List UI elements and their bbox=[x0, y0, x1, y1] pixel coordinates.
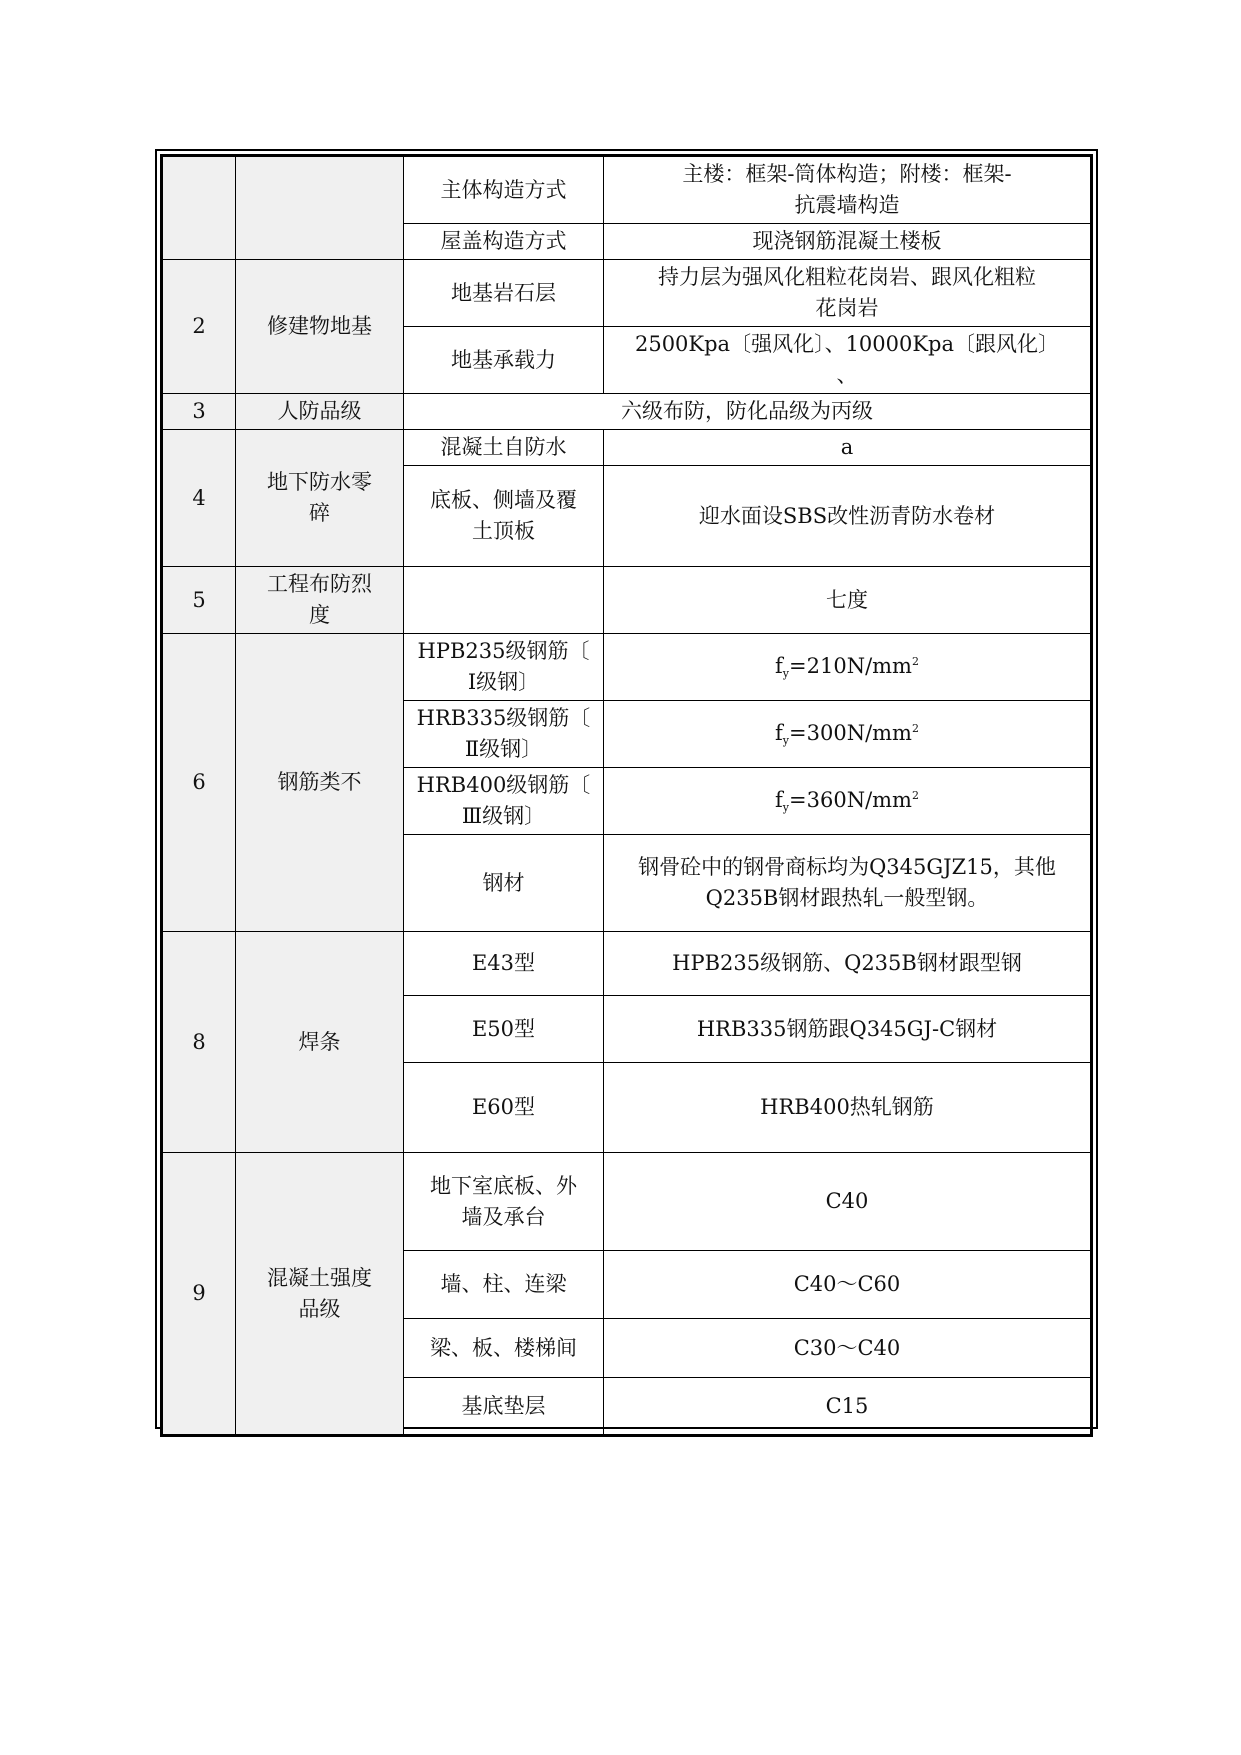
table-row bbox=[162, 1153, 1092, 1251]
value-cell: 六级布防，防化品级为丙级 bbox=[404, 394, 1092, 430]
row-number: 2 bbox=[162, 260, 236, 394]
sub-item: HRB400级钢筋〔 Ⅲ级钢〕 bbox=[404, 768, 604, 835]
table-row bbox=[162, 567, 1092, 634]
sub-item: E60型 bbox=[404, 1063, 604, 1153]
spec-table-frame bbox=[155, 149, 1098, 1429]
sub-item: 墙、柱、连梁 bbox=[404, 1251, 604, 1319]
row-number: 6 bbox=[162, 634, 236, 932]
value-cell: $f_y=360N/mm^2$ bbox=[604, 768, 1092, 835]
row-item: 钢筋类不 bbox=[236, 634, 404, 932]
table-row bbox=[162, 394, 1092, 430]
row-item: 人防品级 bbox=[236, 394, 404, 430]
value-cell: C15 bbox=[604, 1378, 1092, 1436]
sub-item: E50型 bbox=[404, 996, 604, 1063]
sub-item: 地下室底板、外 墙及承台 bbox=[404, 1153, 604, 1251]
value-cell: $f_y=300N/mm^2$ bbox=[604, 701, 1092, 768]
sub-item: HRB335级钢筋〔 Ⅱ级钢〕 bbox=[404, 701, 604, 768]
engineering-spec-table bbox=[160, 154, 1093, 1437]
value-cell: HRB400热轧钢筋 bbox=[604, 1063, 1092, 1153]
value-cell: 2500Kpa〔强风化〕、10000Kpa〔跟风化〕 、 bbox=[604, 327, 1092, 394]
value-cell: 七度 bbox=[604, 567, 1092, 634]
row-number: 8 bbox=[162, 932, 236, 1153]
value-cell: $f_y=210N/mm^2$ bbox=[604, 634, 1092, 701]
sub-item: E43型 bbox=[404, 932, 604, 996]
sub-item: 钢材 bbox=[404, 835, 604, 932]
value-cell: 持力层为强风化粗粒花岗岩、跟风化粗粒 花岗岩 bbox=[604, 260, 1092, 327]
table-row bbox=[162, 932, 1092, 996]
sub-item: 屋盖构造方式 bbox=[404, 224, 604, 260]
sub-item: 主体构造方式 bbox=[404, 156, 604, 224]
value-cell: a bbox=[604, 430, 1092, 466]
value-cell: C40～C60 bbox=[604, 1251, 1092, 1319]
sub-item: 混凝土自防水 bbox=[404, 430, 604, 466]
row-item bbox=[236, 156, 404, 260]
sub-item: 底板、侧墙及覆 土顶板 bbox=[404, 466, 604, 567]
value-cell: HPB235级钢筋、Q235B钢材跟型钢 bbox=[604, 932, 1092, 996]
table-row bbox=[162, 430, 1092, 466]
value-cell: 现浇钢筋混凝土楼板 bbox=[604, 224, 1092, 260]
value-cell: 迎水面设SBS改性沥青防水卷材 bbox=[604, 466, 1092, 567]
value-cell: C40 bbox=[604, 1153, 1092, 1251]
row-number: 9 bbox=[162, 1153, 236, 1436]
row-item: 工程布防烈 度 bbox=[236, 567, 404, 634]
row-item: 混凝土强度 品级 bbox=[236, 1153, 404, 1436]
row-number: 5 bbox=[162, 567, 236, 634]
table-row bbox=[162, 260, 1092, 327]
table-row bbox=[162, 156, 1092, 224]
row-number: 3 bbox=[162, 394, 236, 430]
sub-item: HPB235级钢筋〔 Ⅰ级钢〕 bbox=[404, 634, 604, 701]
row-number bbox=[162, 156, 236, 260]
value-cell: 钢骨砼中的钢骨商标均为Q345GJZ15，其他 Q235B钢材跟热轧一般型钢。 bbox=[604, 835, 1092, 932]
value-cell: 主楼：框架-筒体构造；附楼：框架- 抗震墙构造 bbox=[604, 156, 1092, 224]
value-cell: HRB335钢筋跟Q345GJ-C钢材 bbox=[604, 996, 1092, 1063]
row-item: 焊条 bbox=[236, 932, 404, 1153]
sub-item: 基底垫层 bbox=[404, 1378, 604, 1436]
row-item: 地下防水零 碎 bbox=[236, 430, 404, 567]
sub-item: 梁、板、楼梯间 bbox=[404, 1319, 604, 1378]
table-row bbox=[162, 634, 1092, 701]
row-item: 修建物地基 bbox=[236, 260, 404, 394]
sub-item: 地基承载力 bbox=[404, 327, 604, 394]
sub-item: 地基岩石层 bbox=[404, 260, 604, 327]
value-cell: C30～C40 bbox=[604, 1319, 1092, 1378]
row-number: 4 bbox=[162, 430, 236, 567]
sub-item bbox=[404, 567, 604, 634]
